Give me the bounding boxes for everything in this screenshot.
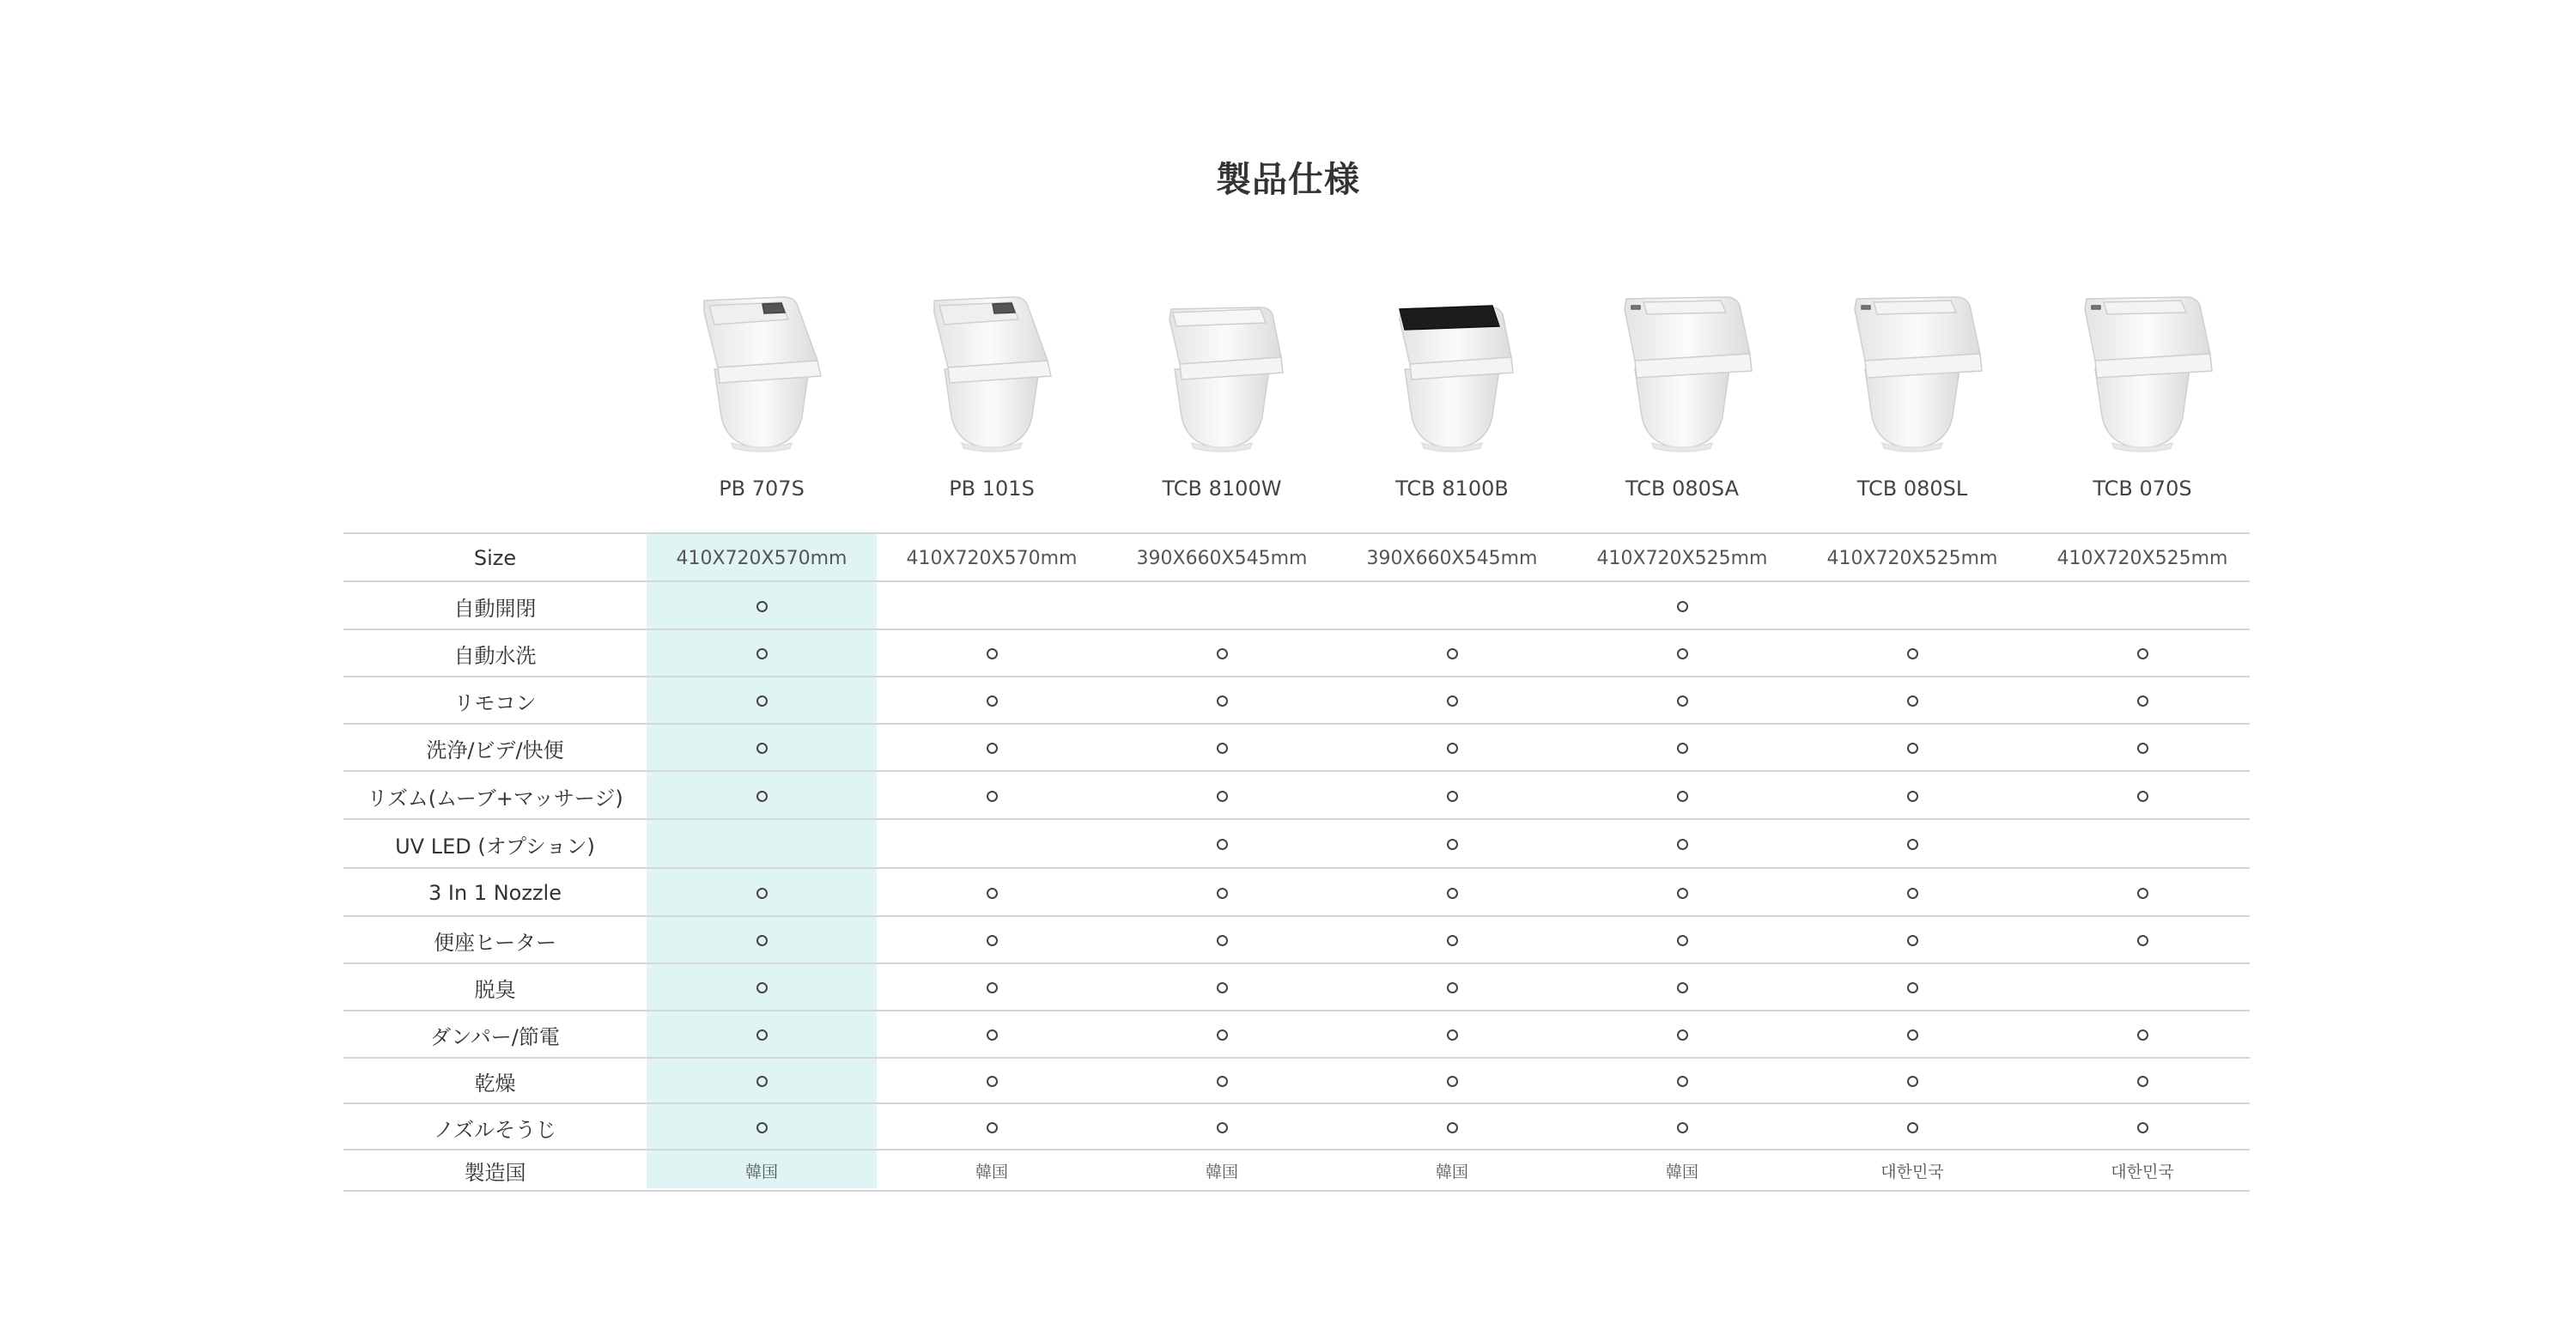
product-image <box>1601 275 1764 455</box>
table-cell <box>1337 772 1567 820</box>
table-cell: 410X720X570mm <box>906 547 1078 569</box>
circle-mark-icon <box>1677 743 1688 754</box>
row-label: リモコン <box>453 691 537 715</box>
table-cell <box>2027 725 2257 772</box>
circle-mark-icon <box>2137 743 2148 754</box>
circle-mark-icon <box>1447 888 1458 899</box>
table-cell <box>877 582 1107 630</box>
circle-mark-icon <box>987 648 998 659</box>
circle-mark-icon <box>1907 791 1918 802</box>
circle-mark-icon <box>1217 791 1228 802</box>
table-cell <box>1797 630 2027 677</box>
table-cell <box>2027 677 2257 725</box>
circle-mark-icon <box>1447 743 1458 754</box>
row-label: 3 In 1 Nozzle <box>428 881 562 905</box>
product-image <box>1370 275 1534 455</box>
circle-mark-icon <box>2137 648 2148 659</box>
circle-mark-icon <box>1677 648 1688 659</box>
circle-mark-icon <box>1217 648 1228 659</box>
circle-mark-icon <box>987 888 998 899</box>
circle-mark-icon <box>1217 839 1228 850</box>
table-cell <box>647 964 877 1011</box>
product-header-row <box>343 258 2233 515</box>
circle-mark-icon <box>1907 839 1918 850</box>
table-cell <box>877 630 1107 677</box>
table-cell <box>1567 630 1797 677</box>
circle-mark-icon <box>1677 839 1688 850</box>
product-image <box>910 275 1073 455</box>
table-cell <box>1797 772 2027 820</box>
table-cell: 대한민국 <box>1880 1162 1944 1181</box>
circle-mark-icon <box>987 1076 998 1087</box>
table-cell <box>1107 964 1337 1011</box>
table-row <box>343 1149 2250 1192</box>
table-cell <box>1337 725 1567 772</box>
table-cell <box>1567 820 1797 869</box>
row-label: 自動開閉 <box>453 596 537 621</box>
circle-mark-icon <box>1907 1029 1918 1041</box>
circle-mark-icon <box>1907 1122 1918 1133</box>
table-row <box>343 962 2250 1011</box>
circle-mark-icon <box>2137 791 2148 802</box>
circle-mark-icon <box>1447 695 1458 707</box>
product-column-4 <box>1567 258 1797 515</box>
circle-mark-icon <box>987 935 998 946</box>
table-cell <box>2027 917 2257 964</box>
circle-mark-icon <box>1217 1029 1228 1041</box>
table-cell <box>877 964 1107 1011</box>
table-cell <box>1567 677 1797 725</box>
circle-mark-icon <box>756 601 768 612</box>
table-cell <box>2027 772 2257 820</box>
table-cell: 390X660X545mm <box>1136 547 1308 569</box>
table-cell: 韓国 <box>1665 1162 1698 1181</box>
table-row <box>343 676 2250 725</box>
circle-mark-icon <box>1907 982 1918 993</box>
product-image <box>1140 275 1303 455</box>
circle-mark-icon <box>756 935 768 946</box>
table-cell <box>1107 582 1337 630</box>
product-column-0 <box>647 258 877 515</box>
table-cell <box>1567 869 1797 917</box>
table-cell: 韓国 <box>1435 1162 1468 1181</box>
circle-mark-icon <box>1217 1122 1228 1133</box>
table-cell <box>1107 1011 1337 1059</box>
product-name: TCB 080SL <box>1856 477 1968 501</box>
table-cell <box>877 820 1107 869</box>
circle-mark-icon <box>1907 743 1918 754</box>
table-cell <box>877 1104 1107 1151</box>
table-cell <box>647 820 877 869</box>
table-cell <box>1567 1104 1797 1151</box>
circle-mark-icon <box>1907 888 1918 899</box>
table-cell <box>647 677 877 725</box>
circle-mark-icon <box>1447 935 1458 946</box>
table-cell <box>1567 772 1797 820</box>
table-row <box>343 867 2250 917</box>
circle-mark-icon <box>987 1029 998 1041</box>
row-label: 脱臭 <box>474 978 516 1002</box>
table-cell <box>647 772 877 820</box>
table-row <box>343 770 2250 820</box>
product-column-5 <box>1797 258 2027 515</box>
table-row <box>343 818 2250 869</box>
product-column-3 <box>1337 258 1567 515</box>
circle-mark-icon <box>1677 601 1688 612</box>
product-name: TCB 080SA <box>1625 477 1739 501</box>
table-cell <box>877 677 1107 725</box>
table-cell <box>1797 1011 2027 1059</box>
table-cell <box>877 869 1107 917</box>
circle-mark-icon <box>1677 695 1688 707</box>
circle-mark-icon <box>987 1122 998 1133</box>
row-label: 自動水洗 <box>453 644 537 668</box>
circle-mark-icon <box>756 743 768 754</box>
table-row <box>343 580 2250 630</box>
row-label: 製造国 <box>464 1160 526 1185</box>
table-cell <box>1337 820 1567 869</box>
table-row <box>343 1010 2250 1059</box>
table-cell: 韓国 <box>1205 1162 1238 1181</box>
row-label: Size <box>473 546 517 570</box>
table-cell <box>1337 677 1567 725</box>
row-label: 洗浄/ビデ/快便 <box>426 738 564 762</box>
circle-mark-icon <box>1907 935 1918 946</box>
circle-mark-icon <box>1907 1076 1918 1087</box>
table-cell <box>647 1059 877 1104</box>
circle-mark-icon <box>756 791 768 802</box>
table-cell: 410X720X525mm <box>1826 547 1998 569</box>
table-cell <box>1797 869 2027 917</box>
circle-mark-icon <box>2137 1122 2148 1133</box>
table-cell <box>877 725 1107 772</box>
table-cell <box>1107 820 1337 869</box>
product-image <box>680 275 843 455</box>
circle-mark-icon <box>1447 1029 1458 1041</box>
table-cell <box>1107 869 1337 917</box>
table-cell <box>1567 917 1797 964</box>
table-row <box>343 532 2250 582</box>
circle-mark-icon <box>756 888 768 899</box>
table-cell <box>647 1011 877 1059</box>
circle-mark-icon <box>1677 1122 1688 1133</box>
circle-mark-icon <box>2137 1029 2148 1041</box>
circle-mark-icon <box>756 1122 768 1133</box>
table-cell <box>1567 964 1797 1011</box>
table-cell <box>647 869 877 917</box>
table-cell <box>1797 964 2027 1011</box>
table-row <box>343 628 2250 677</box>
table-cell <box>2027 964 2257 1011</box>
product-name: TCB 8100B <box>1395 477 1509 501</box>
table-cell <box>877 772 1107 820</box>
table-cell: 410X720X525mm <box>2057 547 2228 569</box>
table-row <box>343 915 2250 964</box>
circle-mark-icon <box>2137 935 2148 946</box>
circle-mark-icon <box>1217 888 1228 899</box>
circle-mark-icon <box>1677 1076 1688 1087</box>
table-cell <box>2027 1059 2257 1104</box>
table-cell: 410X720X525mm <box>1596 547 1768 569</box>
table-cell <box>1337 869 1567 917</box>
circle-mark-icon <box>756 648 768 659</box>
table-cell <box>1797 917 2027 964</box>
product-column-2 <box>1107 258 1337 515</box>
product-name: TCB 8100W <box>1162 477 1282 501</box>
circle-mark-icon <box>987 791 998 802</box>
table-cell <box>647 725 877 772</box>
table-cell <box>877 1059 1107 1104</box>
circle-mark-icon <box>2137 1076 2148 1087</box>
product-name: PB 101S <box>949 477 1035 501</box>
circle-mark-icon <box>1907 695 1918 707</box>
table-cell <box>2027 582 2257 630</box>
row-label: ダンパー/節電 <box>430 1025 560 1049</box>
table-cell <box>1337 630 1567 677</box>
table-cell <box>1107 725 1337 772</box>
circle-mark-icon <box>1447 648 1458 659</box>
table-cell <box>1567 1059 1797 1104</box>
circle-mark-icon <box>1447 1076 1458 1087</box>
circle-mark-icon <box>987 695 998 707</box>
circle-mark-icon <box>756 695 768 707</box>
table-cell <box>877 917 1107 964</box>
table-cell: 韓国 <box>975 1162 1008 1181</box>
table-cell <box>1797 1059 2027 1104</box>
table-cell <box>2027 820 2257 869</box>
circle-mark-icon <box>1217 695 1228 707</box>
circle-mark-icon <box>1677 982 1688 993</box>
table-cell: 410X720X570mm <box>676 547 848 569</box>
circle-mark-icon <box>1677 1029 1688 1041</box>
table-cell <box>647 917 877 964</box>
circle-mark-icon <box>1447 1122 1458 1133</box>
table-cell: 390X660X545mm <box>1366 547 1538 569</box>
circle-mark-icon <box>1217 743 1228 754</box>
table-cell <box>1107 677 1337 725</box>
table-row <box>343 723 2250 772</box>
circle-mark-icon <box>2137 695 2148 707</box>
table-cell <box>1797 677 2027 725</box>
table-cell <box>1797 725 2027 772</box>
circle-mark-icon <box>756 1029 768 1041</box>
circle-mark-icon <box>987 982 998 993</box>
row-label: UV LED (オプション) <box>395 835 595 859</box>
table-cell <box>1337 964 1567 1011</box>
table-cell <box>1337 1104 1567 1151</box>
product-image <box>2061 275 2224 455</box>
table-cell <box>1107 1059 1337 1104</box>
circle-mark-icon <box>1907 648 1918 659</box>
table-cell <box>1107 630 1337 677</box>
table-cell <box>1107 917 1337 964</box>
circle-mark-icon <box>1217 982 1228 993</box>
table-cell <box>1337 582 1567 630</box>
table-cell <box>1797 1104 2027 1151</box>
table-cell <box>1107 1104 1337 1151</box>
circle-mark-icon <box>2137 888 2148 899</box>
table-row <box>343 1102 2250 1151</box>
row-label: リズム(ムーブ+マッサージ) <box>367 786 623 811</box>
table-cell <box>2027 1104 2257 1151</box>
table-cell <box>1567 582 1797 630</box>
row-label: 便座ヒーター <box>433 931 557 955</box>
row-label: ノズルそうじ <box>433 1117 557 1142</box>
circle-mark-icon <box>756 1076 768 1087</box>
circle-mark-icon <box>1447 982 1458 993</box>
table-cell <box>1567 1011 1797 1059</box>
table-cell <box>1337 1059 1567 1104</box>
table-cell <box>1337 917 1567 964</box>
product-name: PB 707S <box>719 477 805 501</box>
circle-mark-icon <box>1677 888 1688 899</box>
table-cell <box>1107 772 1337 820</box>
table-cell <box>2027 869 2257 917</box>
table-cell <box>2027 630 2257 677</box>
product-name: TCB 070S <box>2093 477 2192 501</box>
table-cell: 대한민국 <box>2111 1162 2174 1181</box>
table-cell <box>877 1011 1107 1059</box>
row-label: 乾燥 <box>474 1072 516 1096</box>
circle-mark-icon <box>1447 839 1458 850</box>
table-cell <box>647 1104 877 1151</box>
table-row <box>343 1057 2250 1104</box>
circle-mark-icon <box>987 743 998 754</box>
circle-mark-icon <box>1677 791 1688 802</box>
table-cell <box>1797 582 2027 630</box>
circle-mark-icon <box>1447 791 1458 802</box>
circle-mark-icon <box>756 982 768 993</box>
circle-mark-icon <box>1217 935 1228 946</box>
table-cell <box>1567 725 1797 772</box>
table-cell <box>1337 1011 1567 1059</box>
product-column-6 <box>2027 258 2257 515</box>
product-image <box>1831 275 1994 455</box>
circle-mark-icon <box>1217 1076 1228 1087</box>
table-cell <box>2027 1011 2257 1059</box>
table-cell <box>647 582 877 630</box>
table-cell: 韓国 <box>744 1162 778 1181</box>
page-title: 製品仕様 <box>1216 159 1360 200</box>
circle-mark-icon <box>1677 935 1688 946</box>
table-cell <box>1797 820 2027 869</box>
product-column-1 <box>877 258 1107 515</box>
table-cell <box>647 630 877 677</box>
